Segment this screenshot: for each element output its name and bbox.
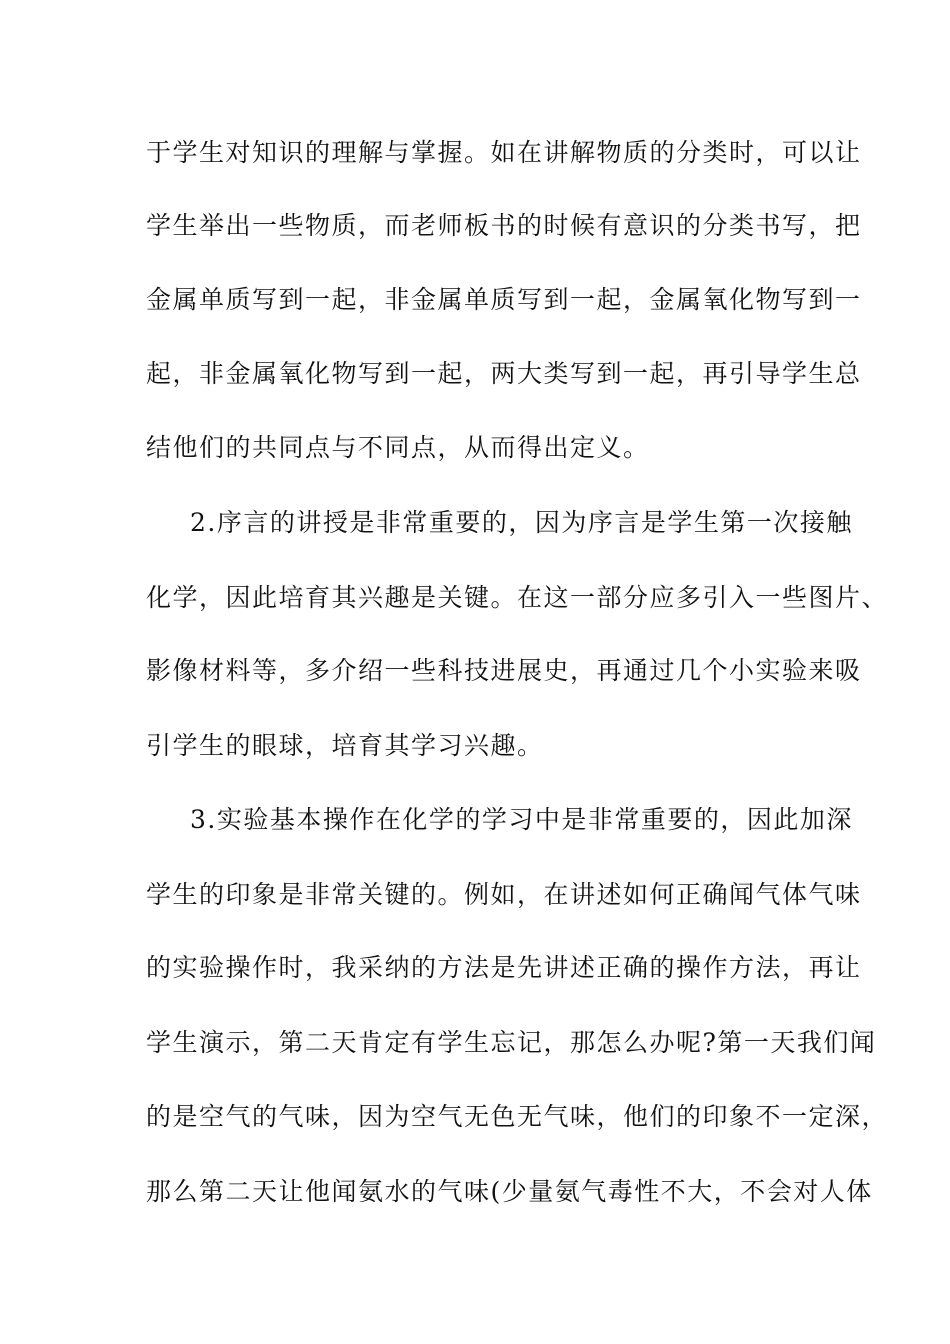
text-line: 那么第二天让他闻氨水的气味(少量氨气毒性不大，不会对人体	[146, 1177, 873, 1206]
text-line: 学生举出一些物质，而老师板书的时候有意识的分类书写，把	[146, 211, 862, 240]
text-line: 于学生对知识的理解与掌握。如在讲解物质的分类时，可以让	[146, 138, 862, 167]
paragraph-start-line: 2.序言的讲授是非常重要的，因为序言是学生第一次接触	[190, 508, 853, 537]
text-line: 化学，因此培育其兴趣是关键。在这一部分应多引入一些图片、	[146, 583, 889, 612]
text-line: 学生演示，第二天肯定有学生忘记，那怎么办呢?第一天我们闻	[146, 1028, 877, 1057]
text-line: 影像材料等，多介绍一些科技进展史，再通过几个小实验来吸	[146, 656, 862, 685]
text-line: 金属单质写到一起，非金属单质写到一起，金属氧化物写到一	[146, 285, 862, 314]
paragraph-start-line: 3.实验基本操作在化学的学习中是非常重要的，因此加深	[190, 805, 853, 834]
text-line: 起，非金属氧化物写到一起，两大类写到一起，再引导学生总	[146, 359, 862, 388]
text-line: 的是空气的气味，因为空气无色无气味，他们的印象不一定深，	[146, 1102, 889, 1131]
text-line: 结他们的共同点与不同点，从而得出定义。	[146, 433, 650, 462]
text-line: 学生的印象是非常关键的。例如，在讲述如何正确闻气体气味	[146, 880, 862, 909]
text-line: 的实验操作时，我采纳的方法是先讲述正确的操作方法，再让	[146, 953, 862, 982]
text-line: 引学生的眼球，培育其学习兴趣。	[146, 731, 544, 760]
